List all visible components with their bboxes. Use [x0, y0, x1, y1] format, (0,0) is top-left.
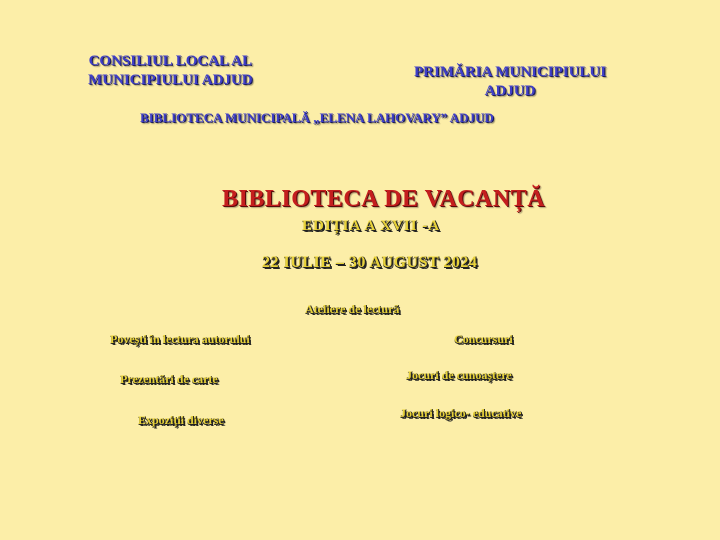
library-header: BIBLIOTECA MUNICIPALĂ „ELENA LAHOVARY” ADJUD [140, 110, 494, 125]
event-edition: EDIȚIA A XVII -A [302, 218, 441, 234]
event-dates: 22 IULIE – 30 AUGUST 2024 [262, 254, 478, 271]
activity-exhibitions: Expoziții diverse [138, 413, 224, 427]
activity-author-readings: Povești în lectura autorului [110, 332, 250, 346]
council-line-2: MUNICIPIULUI ADJUD [88, 72, 253, 88]
city-hall-header [414, 63, 606, 101]
city-hall-line-1: PRIMĂRIA MUNICIPIULUI [414, 64, 607, 80]
city-hall-line-2: ADJUD [484, 83, 536, 99]
activity-book-presentations: Prezentări de carte [120, 372, 218, 386]
council-line-1: CONSILIUL LOCAL AL [88, 53, 252, 69]
activity-reading-workshops: Ateliere de lectură [305, 302, 400, 316]
council-header [88, 52, 253, 90]
activity-knowledge-games: Jocuri de cunoaștere [406, 368, 512, 382]
activity-logic-games: Jocuri logico- educative [400, 406, 522, 420]
event-title: BIBLIOTECA DE VACANȚĂ [222, 186, 546, 212]
activity-contests: Concursuri [454, 332, 513, 346]
